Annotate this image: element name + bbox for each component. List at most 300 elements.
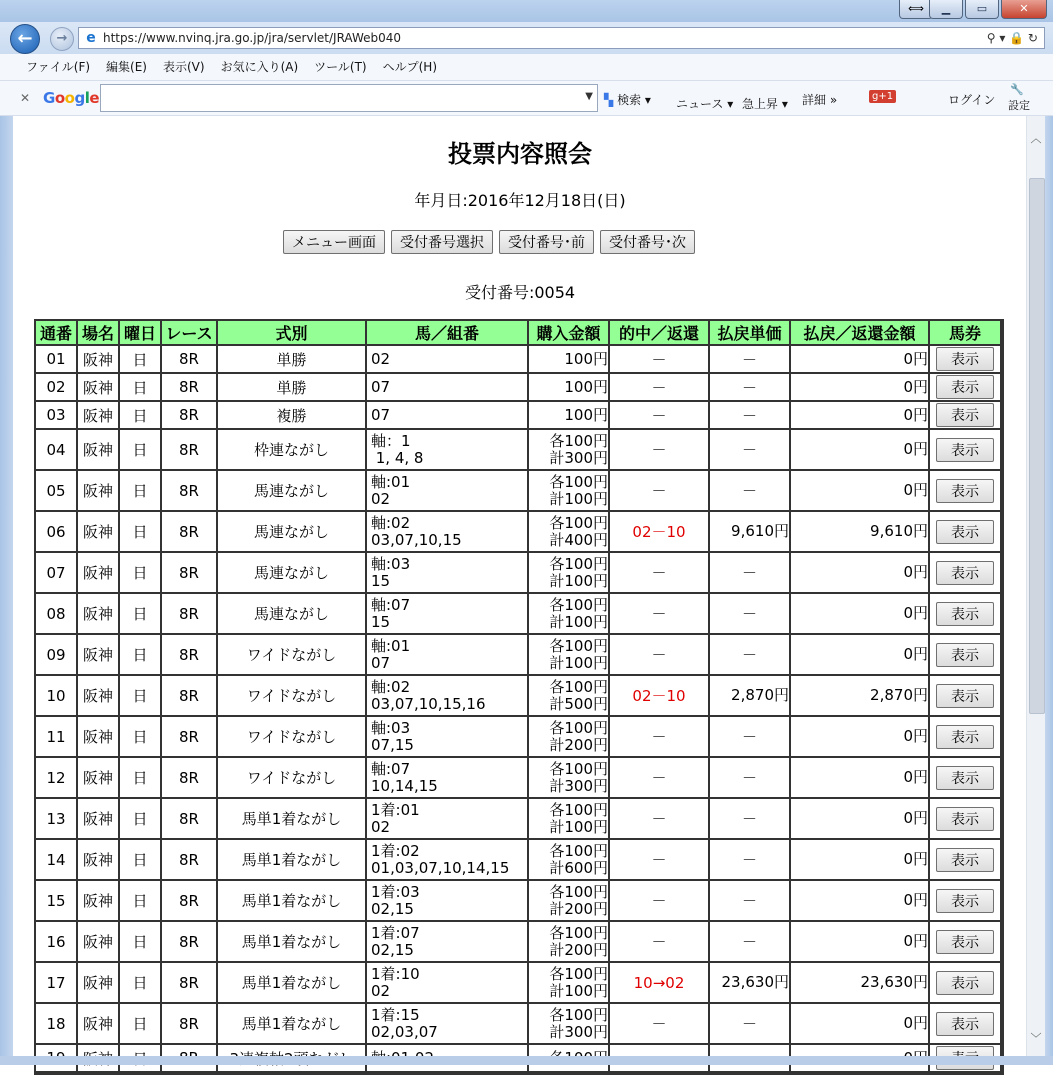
login-button[interactable]: ログイン: [948, 93, 996, 107]
cell-unit-pay: －: [710, 471, 791, 512]
amount-line-2: 計100円: [549, 489, 608, 508]
page-title: 投票内容照会: [448, 140, 592, 168]
cell-ticket: [930, 963, 1002, 1004]
show-ticket-button[interactable]: 表示: [936, 375, 994, 399]
combo-line-1: 1着:03: [371, 882, 420, 901]
cell-race: 8R: [162, 553, 218, 594]
cell-venue: 阪神: [78, 1004, 120, 1045]
cell-payout: 0円: [791, 430, 930, 471]
combo-line-2: 02,03,07: [371, 1022, 438, 1041]
cell-no: 16: [36, 922, 78, 963]
chevron-down-icon[interactable]: ▼: [585, 91, 593, 102]
header-hit: 的中／返還: [610, 321, 710, 346]
cell-race: 8R: [162, 922, 218, 963]
cell-combination: [367, 881, 529, 922]
cell-unit-pay: －: [710, 346, 791, 374]
combo-line-1: 軸:03: [371, 554, 411, 573]
trending-label: 急上昇: [742, 97, 779, 111]
cell-purchase: [529, 1004, 610, 1045]
menu-screen-button[interactable]: メニュー画面: [283, 230, 385, 254]
cell-combination: [367, 430, 529, 471]
news-button[interactable]: ニュース ▾: [676, 97, 734, 111]
cell-purchase: [529, 840, 610, 881]
cell-ticket: [930, 346, 1002, 374]
table-row: [36, 374, 1002, 402]
cell-combination: [367, 553, 529, 594]
cell-purchase: [529, 346, 610, 374]
settings-button[interactable]: [1008, 83, 1030, 113]
show-ticket-button[interactable]: 表示: [936, 1012, 994, 1036]
header-bet-type: 式別: [218, 321, 367, 346]
cell-hit: 02－10: [610, 512, 710, 553]
show-ticket-button[interactable]: 表示: [936, 602, 994, 626]
menu-help[interactable]: ヘルプ(H): [382, 60, 437, 74]
header-no: 通番: [36, 321, 78, 346]
menu-view[interactable]: 表示(V): [162, 60, 205, 74]
cell-combination: [367, 512, 529, 553]
cell-bet-type: 馬単1着ながし: [218, 881, 367, 922]
table-row: [36, 881, 1002, 922]
receipt-next-button[interactable]: 受付番号･次: [600, 230, 695, 254]
combo-line-1: 軸：1: [371, 431, 411, 450]
cell-no: 10: [36, 676, 78, 717]
header-purchase: 購入金額: [529, 321, 610, 346]
title-bar: [0, 0, 1053, 22]
cell-unit-pay: －: [710, 374, 791, 402]
scroll-up-icon[interactable]: ︿: [1030, 132, 1042, 145]
combo-line-1: 軸:07: [371, 595, 411, 614]
show-ticket-button[interactable]: 表示: [936, 520, 994, 544]
cell-no: 05: [36, 471, 78, 512]
combo-line-2: 15: [371, 571, 391, 590]
cell-venue: 阪神: [78, 346, 120, 374]
table-row: [36, 758, 1002, 799]
combo-line-2: 1, 4, 8: [371, 448, 424, 467]
table-row: [36, 840, 1002, 881]
cell-race: 8R: [162, 402, 218, 430]
show-ticket-button[interactable]: 表示: [936, 807, 994, 831]
cell-payout: 23,630円: [791, 963, 930, 1004]
cell-bet-type: 単勝: [218, 374, 367, 402]
cell-day: 日: [120, 963, 162, 1004]
cell-hit: －: [610, 1004, 710, 1045]
cell-combination: [367, 922, 529, 963]
cell-bet-type: ワイドながし: [218, 676, 367, 717]
table-row: [36, 512, 1002, 553]
amount-line-1: 各100円: [549, 554, 608, 573]
cell-unit-pay: －: [710, 922, 791, 963]
cell-purchase: [529, 758, 610, 799]
combo-line-1: 02: [371, 349, 391, 368]
page-content: [13, 116, 1027, 1056]
cell-ticket: [930, 1004, 1002, 1045]
combo-line-2: 02,15: [371, 940, 414, 959]
cell-combination: [367, 758, 529, 799]
cell-hit: －: [610, 799, 710, 840]
cell-bet-type: 馬単1着ながし: [218, 922, 367, 963]
cell-combination: [367, 717, 529, 758]
cell-day: 日: [120, 799, 162, 840]
cell-hit: －: [610, 635, 710, 676]
amount-line-2: 計300円: [549, 1022, 608, 1041]
cell-ticket: [930, 512, 1002, 553]
amount-line-1: 各100円: [549, 759, 608, 778]
cell-race: 8R: [162, 676, 218, 717]
cell-payout: 0円: [791, 471, 930, 512]
show-ticket-button[interactable]: 表示: [936, 479, 994, 503]
amount-line-1: 各100円: [549, 513, 608, 532]
cell-no: 12: [36, 758, 78, 799]
cell-hit: －: [610, 553, 710, 594]
scroll-down-icon[interactable]: ﹀: [1030, 1032, 1042, 1045]
cell-ticket: [930, 758, 1002, 799]
cell-purchase: [529, 553, 610, 594]
combo-line-1: 07: [371, 405, 391, 424]
show-ticket-button[interactable]: 表示: [936, 725, 994, 749]
table-header-row: [36, 321, 1002, 346]
combo-line-1: 1着:07: [371, 923, 420, 942]
cell-purchase: [529, 635, 610, 676]
cell-bet-type: ワイドながし: [218, 758, 367, 799]
combo-line-2: 03,07,10,15,16: [371, 694, 486, 713]
cell-ticket: [930, 553, 1002, 594]
back-button[interactable]: ←: [10, 24, 40, 54]
show-ticket-button[interactable]: 表示: [936, 347, 994, 371]
cell-hit: 02－10: [610, 676, 710, 717]
cell-ticket: [930, 717, 1002, 758]
header-venue: 場名: [78, 321, 120, 346]
cell-unit-pay: －: [710, 594, 791, 635]
cell-venue: 阪神: [78, 922, 120, 963]
cell-purchase: [529, 512, 610, 553]
table-row: [36, 676, 1002, 717]
combo-line-1: 軸:01: [371, 472, 411, 491]
cell-bet-type: 単勝: [218, 346, 367, 374]
amount-line-1: 各100円: [549, 677, 608, 696]
google-search-button[interactable]: ▚ 検索 ▾: [604, 93, 651, 107]
cell-no: 09: [36, 635, 78, 676]
cell-race: 8R: [162, 799, 218, 840]
show-ticket-button[interactable]: 表示: [936, 766, 994, 790]
cell-day: 日: [120, 922, 162, 963]
cell-payout: 0円: [791, 881, 930, 922]
cell-hit: －: [610, 717, 710, 758]
cell-purchase: [529, 676, 610, 717]
cell-race: 8R: [162, 471, 218, 512]
amount-line-2: 計600円: [549, 858, 608, 877]
cell-payout: 0円: [791, 635, 930, 676]
trending-button[interactable]: 急上昇 ▾: [742, 97, 788, 111]
cell-ticket: [930, 374, 1002, 402]
window-frame-left: [0, 0, 13, 1065]
cell-bet-type: 馬単1着ながし: [218, 840, 367, 881]
receipt-select-button[interactable]: 受付番号選択: [391, 230, 493, 254]
cell-payout: 9,610円: [791, 512, 930, 553]
cell-bet-type: 枠連ながし: [218, 430, 367, 471]
cell-venue: 阪神: [78, 881, 120, 922]
table-row: [36, 430, 1002, 471]
table-row: [36, 717, 1002, 758]
cell-venue: 阪神: [78, 717, 120, 758]
amount-line-1: 各100円: [549, 964, 608, 983]
cell-race: 8R: [162, 374, 218, 402]
cell-venue: 阪神: [78, 594, 120, 635]
cell-day: 日: [120, 758, 162, 799]
combo-line-1: 軸:01: [371, 636, 411, 655]
cell-payout: 0円: [791, 1004, 930, 1045]
menu-edit[interactable]: 編集(E): [106, 60, 147, 74]
cell-purchase: [529, 402, 610, 430]
show-ticket-button[interactable]: 表示: [936, 403, 994, 427]
cell-combination: [367, 840, 529, 881]
google-search-label: 検索: [617, 93, 642, 107]
cell-no: 17: [36, 963, 78, 1004]
maximize-button[interactable]: ▭: [965, 0, 999, 19]
vertical-scrollbar[interactable]: [1026, 116, 1045, 1056]
cell-payout: 0円: [791, 594, 930, 635]
cell-hit: －: [610, 430, 710, 471]
cell-ticket: [930, 676, 1002, 717]
cell-race: 8R: [162, 594, 218, 635]
table-row: [36, 402, 1002, 430]
header-unit-pay: 払戻単価: [710, 321, 791, 346]
toolbar-close-icon[interactable]: ✕: [20, 91, 31, 105]
header-ticket: 馬券: [930, 321, 1002, 346]
show-ticket-button[interactable]: 表示: [936, 848, 994, 872]
amount-line-1: 各100円: [549, 595, 608, 614]
cell-unit-pay: －: [710, 402, 791, 430]
cell-day: 日: [120, 346, 162, 374]
menu-favorites[interactable]: お気に入り(A): [220, 60, 299, 74]
cell-hit: －: [610, 922, 710, 963]
menu-tools[interactable]: ツール(T): [314, 60, 367, 74]
combo-line-1: 1着:01: [371, 800, 420, 819]
news-label: ニュース: [676, 97, 724, 111]
cell-ticket: [930, 922, 1002, 963]
search-lock-icons[interactable]: ⚲ ▾ 🔒 ↻: [986, 31, 1038, 45]
scrollbar-thumb[interactable]: [1029, 178, 1045, 714]
cell-combination: [367, 471, 529, 512]
cell-payout: 0円: [791, 553, 930, 594]
cell-purchase: [529, 881, 610, 922]
cell-hit: －: [610, 594, 710, 635]
address-bar: [0, 22, 1053, 54]
amount-line-1: 100円: [564, 377, 608, 396]
cell-purchase: [529, 963, 610, 1004]
cell-race: 8R: [162, 881, 218, 922]
table-row: [36, 471, 1002, 512]
cell-bet-type: 馬単1着ながし: [218, 799, 367, 840]
cell-hit: －: [610, 758, 710, 799]
table-row: [36, 635, 1002, 676]
cell-purchase: [529, 374, 610, 402]
cell-no: 02: [36, 374, 78, 402]
cell-payout: 0円: [791, 799, 930, 840]
cell-unit-pay: －: [710, 840, 791, 881]
table-row: [36, 594, 1002, 635]
cell-unit-pay: －: [710, 881, 791, 922]
cell-no: 06: [36, 512, 78, 553]
amount-line-2: 計100円: [549, 571, 608, 590]
show-ticket-button[interactable]: 表示: [936, 889, 994, 913]
cell-no: 01: [36, 346, 78, 374]
show-ticket-button[interactable]: 表示: [936, 561, 994, 585]
cell-payout: 0円: [791, 346, 930, 374]
cell-day: 日: [120, 840, 162, 881]
google-search-input[interactable]: [100, 84, 598, 112]
table-row: [36, 799, 1002, 840]
table-row: [36, 1004, 1002, 1045]
combo-line-1: 軸:07: [371, 759, 411, 778]
show-ticket-button[interactable]: 表示: [936, 930, 994, 954]
cell-bet-type: 馬単1着ながし: [218, 1004, 367, 1045]
combo-line-1: 1着:10: [371, 964, 420, 983]
cell-unit-pay: －: [710, 717, 791, 758]
bet-results-table: [34, 319, 1004, 1075]
combo-line-1: 1着:02: [371, 841, 420, 860]
header-payout: 払戻／返還金額: [791, 321, 930, 346]
cell-no: 15: [36, 881, 78, 922]
cell-no: 13: [36, 799, 78, 840]
cell-venue: 阪神: [78, 471, 120, 512]
amount-line-2: 計500円: [549, 694, 608, 713]
cell-combination: [367, 594, 529, 635]
amount-line-2: 計200円: [549, 940, 608, 959]
cell-unit-pay: －: [710, 758, 791, 799]
cell-unit-pay: －: [710, 635, 791, 676]
amount-line-1: 各100円: [549, 882, 608, 901]
table-row: [36, 922, 1002, 963]
amount-line-2: 計100円: [549, 612, 608, 631]
cell-purchase: [529, 594, 610, 635]
amount-line-1: 各100円: [549, 923, 608, 942]
window-frame-bottom: [0, 1056, 1053, 1065]
cell-day: 日: [120, 512, 162, 553]
cell-day: 日: [120, 717, 162, 758]
restore-size-button[interactable]: ⟺: [899, 0, 933, 19]
cell-purchase: [529, 799, 610, 840]
cell-hit: －: [610, 374, 710, 402]
cell-day: 日: [120, 881, 162, 922]
url-field[interactable]: [78, 27, 1045, 49]
combo-line-1: 軸:03: [371, 718, 411, 737]
amount-line-1: 各100円: [549, 841, 608, 860]
cell-payout: 0円: [791, 717, 930, 758]
cell-day: 日: [120, 676, 162, 717]
cell-race: 8R: [162, 840, 218, 881]
amount-line-1: 各100円: [549, 636, 608, 655]
header-race: レース: [162, 321, 218, 346]
cell-combination: [367, 1004, 529, 1045]
cell-ticket: [930, 881, 1002, 922]
cell-race: 8R: [162, 512, 218, 553]
receipt-prev-button[interactable]: 受付番号･前: [499, 230, 594, 254]
cell-venue: 阪神: [78, 963, 120, 1004]
cell-unit-pay: －: [710, 430, 791, 471]
google-logo: Google: [43, 89, 100, 107]
show-ticket-button[interactable]: 表示: [936, 438, 994, 462]
menu-file[interactable]: ファイル(F): [26, 60, 91, 74]
menu-bar: [0, 54, 1053, 81]
cell-hit: 10→02: [610, 963, 710, 1004]
combo-line-1: 07: [371, 377, 391, 396]
cell-venue: 阪神: [78, 512, 120, 553]
google-g-icon: ▚: [604, 93, 614, 107]
cell-no: 07: [36, 553, 78, 594]
details-button[interactable]: 詳細 »: [802, 93, 838, 107]
minimize-button[interactable]: ▁: [929, 0, 963, 19]
forward-button[interactable]: →: [50, 27, 74, 51]
cell-bet-type: 馬連ながし: [218, 594, 367, 635]
combo-line-1: 軸:02: [371, 677, 411, 696]
show-ticket-button[interactable]: 表示: [936, 971, 994, 995]
cell-combination: [367, 346, 529, 374]
race-date: 年月日:2016年12月18日(日): [414, 191, 626, 210]
cell-no: 03: [36, 402, 78, 430]
combo-line-2: 02: [371, 981, 391, 1000]
cell-hit: －: [610, 346, 710, 374]
cell-purchase: [529, 430, 610, 471]
amount-line-1: 各100円: [549, 472, 608, 491]
cell-bet-type: 複勝: [218, 402, 367, 430]
cell-ticket: [930, 594, 1002, 635]
cell-unit-pay: －: [710, 553, 791, 594]
cell-ticket: [930, 402, 1002, 430]
amount-line-1: 100円: [564, 349, 608, 368]
cell-ticket: [930, 430, 1002, 471]
cell-payout: 0円: [791, 758, 930, 799]
table-row: [36, 346, 1002, 374]
cell-payout: 0円: [791, 922, 930, 963]
cell-unit-pay: －: [710, 799, 791, 840]
ie-icon: e: [86, 30, 96, 46]
amount-line-2: 計100円: [549, 981, 608, 1000]
amount-line-1: 各100円: [549, 431, 608, 450]
cell-venue: 阪神: [78, 402, 120, 430]
combo-line-1: 1着:15: [371, 1005, 420, 1024]
cell-bet-type: 馬連ながし: [218, 471, 367, 512]
cell-payout: 0円: [791, 374, 930, 402]
cell-ticket: [930, 840, 1002, 881]
cell-hit: －: [610, 840, 710, 881]
cell-unit-pay: 23,630円: [710, 963, 791, 1004]
cell-combination: [367, 374, 529, 402]
combo-line-2: 02: [371, 489, 391, 508]
amount-line-1: 100円: [564, 405, 608, 424]
cell-bet-type: 馬単1着ながし: [218, 963, 367, 1004]
google-plus-icon[interactable]: g+1: [869, 90, 896, 103]
combo-line-2: 02,15: [371, 899, 414, 918]
cell-combination: [367, 799, 529, 840]
cell-day: 日: [120, 635, 162, 676]
cell-race: 8R: [162, 346, 218, 374]
close-button[interactable]: ✕: [1001, 0, 1047, 19]
cell-day: 日: [120, 553, 162, 594]
combo-line-2: 07,15: [371, 735, 414, 754]
cell-day: 日: [120, 374, 162, 402]
combo-line-2: 10,14,15: [371, 776, 438, 795]
cell-unit-pay: 2,870円: [710, 676, 791, 717]
show-ticket-button[interactable]: 表示: [936, 643, 994, 667]
cell-bet-type: ワイドながし: [218, 717, 367, 758]
cell-payout: 0円: [791, 402, 930, 430]
amount-line-1: 各100円: [549, 718, 608, 737]
cell-unit-pay: －: [710, 1004, 791, 1045]
cell-day: 日: [120, 430, 162, 471]
amount-line-2: 計400円: [549, 530, 608, 549]
show-ticket-button[interactable]: 表示: [936, 684, 994, 708]
cell-payout: 2,870円: [791, 676, 930, 717]
